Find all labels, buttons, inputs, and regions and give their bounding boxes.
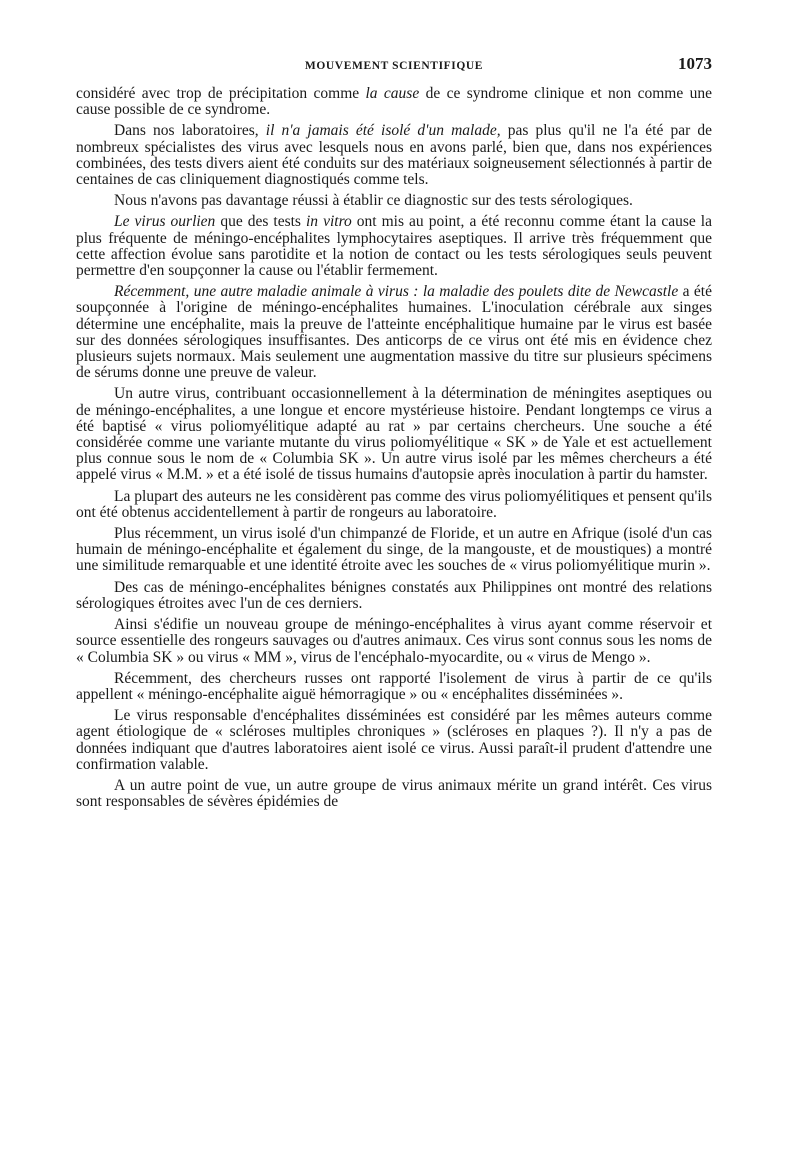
paragraph [76,580,712,612]
paragraph [76,489,712,521]
text-run: pas plus qu'il ne l'a été par de nombreux spécialistes des virus avec lesquels nous en avons parlé, bien que, dans nos expériences combinées, des tests divers aient été conduits sur des matériaux soigneusement sélectionnés à partir de centaines de cas cliniquement diagnostiqués comme tels. [76,122,712,189]
text-run: que des tests [215,213,306,231]
italic-text: in vitro [306,213,352,231]
paragraph [76,214,712,279]
text-run: Ainsi s'édifie un nouveau groupe de méningo-encéphalites à virus ayant comme réservoir et source essentielle des rongeurs sauvages ou d'autres animaux. Ces virus sont connus sous les noms de « Columbia SK » ou virus « MM », virus de l'encéphalo-myocardite, ou « virus de Mengo ». [76,616,712,666]
italic-text: Récemment, une autre maladie animale à virus : la maladie des poulets dite de Newcastle [114,283,679,301]
text-run: Récemment, des chercheurs russes ont rapporté l'isolement de virus à partir de ce qu'ils appellent « méningo-encéphalite aiguë hémorragique » ou « encéphalites disséminées ». [76,669,712,703]
italic-text: il n'a jamais été isolé d'un malade, [265,122,501,140]
text-run: Plus récemment, un virus isolé d'un chimpanzé de Floride, et un autre en Afrique (isolé d'un cas humain de méningo-encéphalite et également du singe, de la mangouste, et de moustiques) a montré une similitude remarquable et une identité étroite avec les souches de « virus poliomyélitique murin ». [76,525,712,575]
paragraph [76,284,712,381]
text-run: de ce syndrome clinique et non comme une cause possible de ce syndrome. [76,85,712,119]
paragraph [76,193,712,209]
paragraph [76,617,712,666]
running-title: MOUVEMENT SCIENTIFIQUE [304,60,484,72]
text-run: Dans nos laboratoires, [114,122,266,140]
text-run: considéré avec trop de précipitation comme [76,85,366,102]
text-run: La plupart des auteurs ne les considèrent pas comme des virus poliomyélitiques et pensent qu'ils ont été obtenus accidentellement à partir de rongeurs au laboratoire. [76,487,712,521]
paragraph [76,778,712,810]
paragraph [76,708,712,773]
text-run: a été soupçonnée à l'origine de méningo-encéphalites humaines. L'inoculation cérébrale aux singes détermine une encéphalite, mais la preuve de l'atteinte encéphalitique humaine par le virus est basée sur des données sérologiques insuffisantes. Des anticorps de ce virus ont été mis en évidence chez plusieurs sujets normaux. Mais seulement une augmentation massive du titre sur plusieurs spécimens de sérums donne une preuve de valeur. [76,283,712,382]
paragraph [76,123,712,188]
text-run: A un autre point de vue, un autre groupe de virus animaux mérite un grand intérêt. Ces virus sont responsables de sévères épidémies de [76,776,712,811]
paragraph [76,526,712,575]
italic-text: Le virus ourlien [114,213,216,231]
text-run: Un autre virus, contribuant occasionnellement à la détermination de méningites aseptiques ou de méningo-encéphalites, a une longue et encore mystérieuse histoire. Pendant longtemps ce virus a été baptisé « virus poliomyélitique adapté au rat » par certains chercheurs. Une souche a été considérée comme une variante mutante du virus poliomyélitique « SK » de Yale et est actuellement plus connue sous le nom de « Columbia SK ». Un autre virus isolé par les mêmes chercheurs a été appelé virus « M.M. » et a été isolé de tissus humains d'autopsie après inoculation à partir du hamster. [76,385,712,484]
paragraph [76,86,712,118]
page-number: 1073 [678,54,712,73]
text-run: Nous n'avons pas davantage réussi à établir ce diagnostic sur des tests sérologiques. [114,192,633,210]
document-page [76,52,712,815]
running-header [76,52,712,86]
text-run: Des cas de méningo-encéphalites bénignes constatés aux Philippines ont montré des relations sérologiques étroites avec l'un de ces derniers. [76,578,712,612]
paragraph [76,671,712,703]
italic-text: la cause [365,85,420,102]
text-run: Le virus responsable d'encéphalites disséminées est considéré par les mêmes auteurs comme agent étiologique de « scléroses multiples chroniques » (scléroses en plaques ?). Il n'y a pas de données indiquant que d'autres laboratoires aient isolé ce virus. Aussi paraît-il prudent d'attendre une confirmation valable. [76,707,712,773]
text-run: ont mis au point, a été reconnu comme étant la cause la plus fréquente de méningo-encéphalites lymphocytaires aseptiques. Il arrive très fréquemment que cette affection évolue sans parotidite et la notion de contact ou les tests sérologiques seuls peuvent permettre d'en soupçonner la cause ou l'établir fermement. [76,213,712,280]
body-text [76,86,712,810]
paragraph [76,386,712,483]
